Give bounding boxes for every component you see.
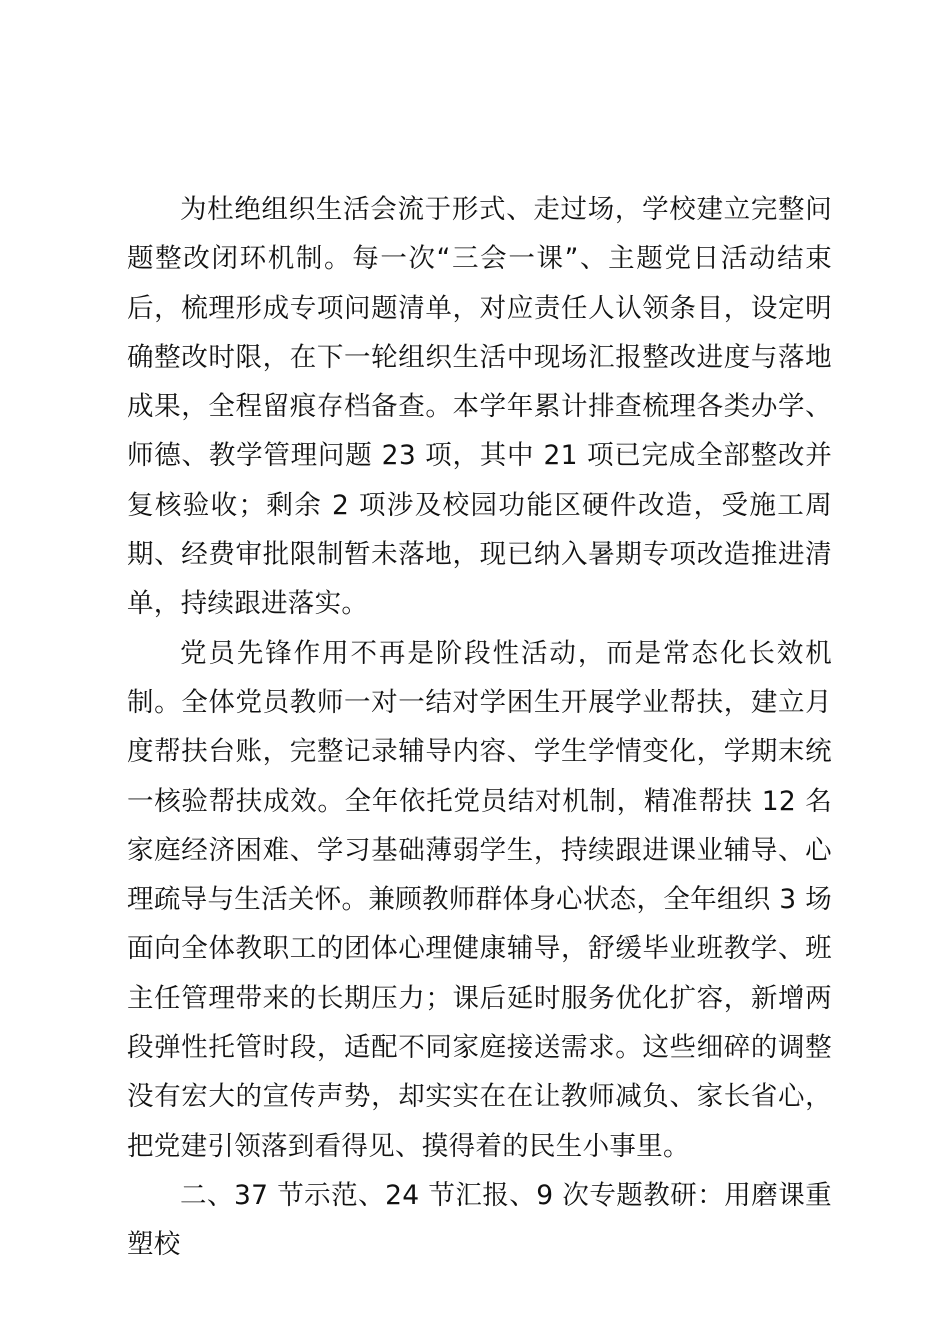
document-body xyxy=(127,185,832,1270)
paragraph-party-member-vanguard: 党员先锋作用不再是阶段性活动，而是常态化长效机制。全体党员教师一对一结对学困生开展学业帮扶，建立月度帮扶台账，完整记录辅导内容、学生学情变化，学期末统一核验帮扶成效。全年依托党员结对机制，精准帮扶 12 名家庭经济困难、学习基础薄弱学生，持续跟进课业辅导、心理疏导与生活关怀。兼顾教师群体身心状态，全年组织 3 场面向全体教职工的团体心理健康辅导，舒缓毕业班教学、班主任管理带来的长期压力；课后延时服务优化扩容，新增两段弹性托管时段，适配不同家庭接送需求。这些细碎的调整没有宏大的宣传声势，却实实在在让教师减负、家长省心，把党建引领落到看得见、摸得着的民生小事里。 xyxy=(127,637,832,1162)
section-heading-2: 二、37 节示范、24 节汇报、9 次专题教研：用磨课重塑校 xyxy=(127,1179,832,1261)
paragraph-rectification-mechanism: 为杜绝组织生活会流于形式、走过场，学校建立完整问题整改闭环机制。每一次“三会一课”、主题党日活动结束后，梳理形成专项问题清单，对应责任人认领条目，设定明确整改时限，在下一轮组织生活中现场汇报整改进度与落地成果，全程留痕存档备查。本学年累计排查梳理各类办学、师德、教学管理问题 23 项，其中 21 项已完成全部整改并复核验收；剩余 2 项涉及校园功能区硬件改造，受施工周期、经费审批限制暂未落地，现已纳入暑期专项改造推进清单，持续跟进落实。 xyxy=(127,194,832,620)
